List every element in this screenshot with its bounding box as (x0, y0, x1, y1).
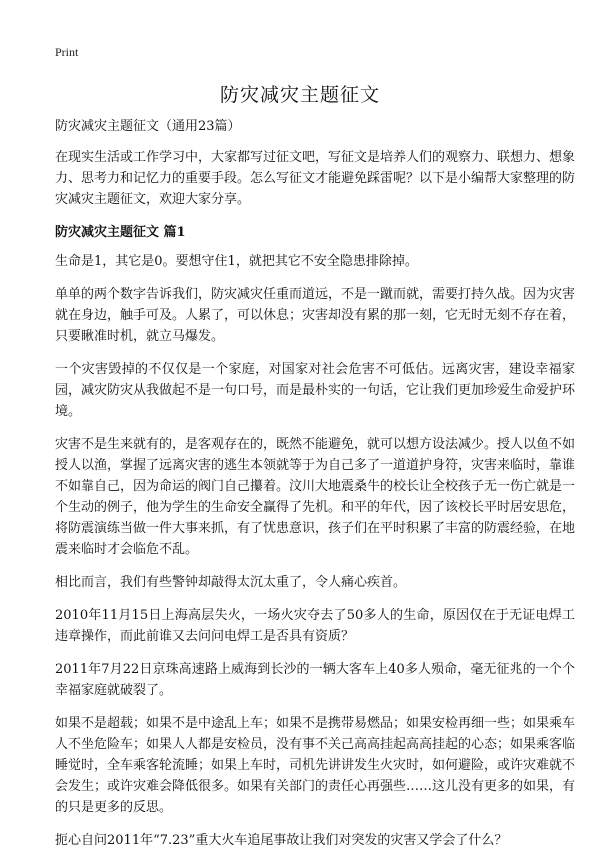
document-body (55, 116, 575, 863)
document-subtitle: 防灾减灾主题征文（通用23篇） (55, 119, 241, 134)
paragraph: 相比而言，我们有些警钟却敲得太沉太重了，令人痛心疾首。 (55, 575, 407, 590)
paragraph: 生命是1，其它是0。要想守住1，就把其它不安全隐患排除掉。 (55, 254, 418, 269)
section-heading: 防灾减灾主题征文 篇1 (55, 225, 186, 240)
print-link[interactable]: Print (55, 45, 79, 59)
intro-paragraph: 在现实生活或工作学习中，大家都写过征文吧，写征文是培养人们的观察力、联想力、想象力、思考力和记忆力的重要手段。怎么写征文才能避免踩雷呢？以下是小编帮大家整理的防灾减灾主题征文，欢迎大家分享。 (55, 150, 576, 207)
paragraph: 单单的两个数字告诉我们，防灾减灾任重而道远，不是一蹴而就，需要打持久战。因为灾害就在身边，触手可及。人累了，可以休息；灾害却没有累的那一刻，它无时无刻不存在着，只要瞅准时机，就立马爆发。 (55, 287, 576, 344)
paragraph: 灾害不是生来就有的，是客观存在的，既然不能避免，就可以想方设法减少。授人以鱼不如授人以渔，掌握了远离灾害的逃生本领就等于为自己多了一道道护身符，灾害来临时，靠谁不如靠自己，因为命运的阀门自己攥着。汶川大地震桑牛的校长让全校孩子无一伤亡就是一个生动的例子，他为学生的生命安全赢得了先机。和平的年代，因了该校长平时居安思危，将防震演练当做一件大事来抓，有了忧患意识，孩子们在平时积累了丰富的防震经验，在地震来临时才会临危不乱。 (55, 437, 576, 557)
page-title: 防灾减灾主题征文 (219, 84, 380, 106)
paragraph: 一个灾害毁掉的不仅仅是一个家庭，对国家对社会危害不可低估。远离灾害，建设幸福家园，减灾防灾从我做起不是一句口号，而是最朴实的一句话，它让我们更加珍爱生命爱护环境。 (55, 362, 576, 419)
paragraph: 2011年7月22日京珠高速路上威海到长沙的一辆大客车上40多人殒命，毫无征兆的一个个幸福家庭就破裂了。 (55, 662, 575, 698)
paragraph: 2010年11月15日上海高层失火，一场火灾夺去了50多人的生命，原因仅在于无证电焊工违章操作，而此前谁又去问问电焊工是否具有资质？ (55, 608, 575, 644)
paragraph: 扼心自问2011年“7.23”重大火车追尾事故让我们对突发的灾害又学会了什么？ (55, 833, 508, 848)
paragraph: 如果不是超载；如果不是中途乱上车；如果不是携带易燃品；如果安检再细一些；如果乘车人不坐危险车；如果人人都是安检员，没有事不关己高高挂起高高挂起的心态；如果乘客临睡觉时，全车乘客轮流睡；如果上车时，司机先讲讲发生火灾时，如何避险，或许灾难就不会发生；或许灾难会降低很多。如果有关部门的责任心再强些……这儿没有更多的如果，有的只是更多的反思。 (55, 716, 576, 815)
